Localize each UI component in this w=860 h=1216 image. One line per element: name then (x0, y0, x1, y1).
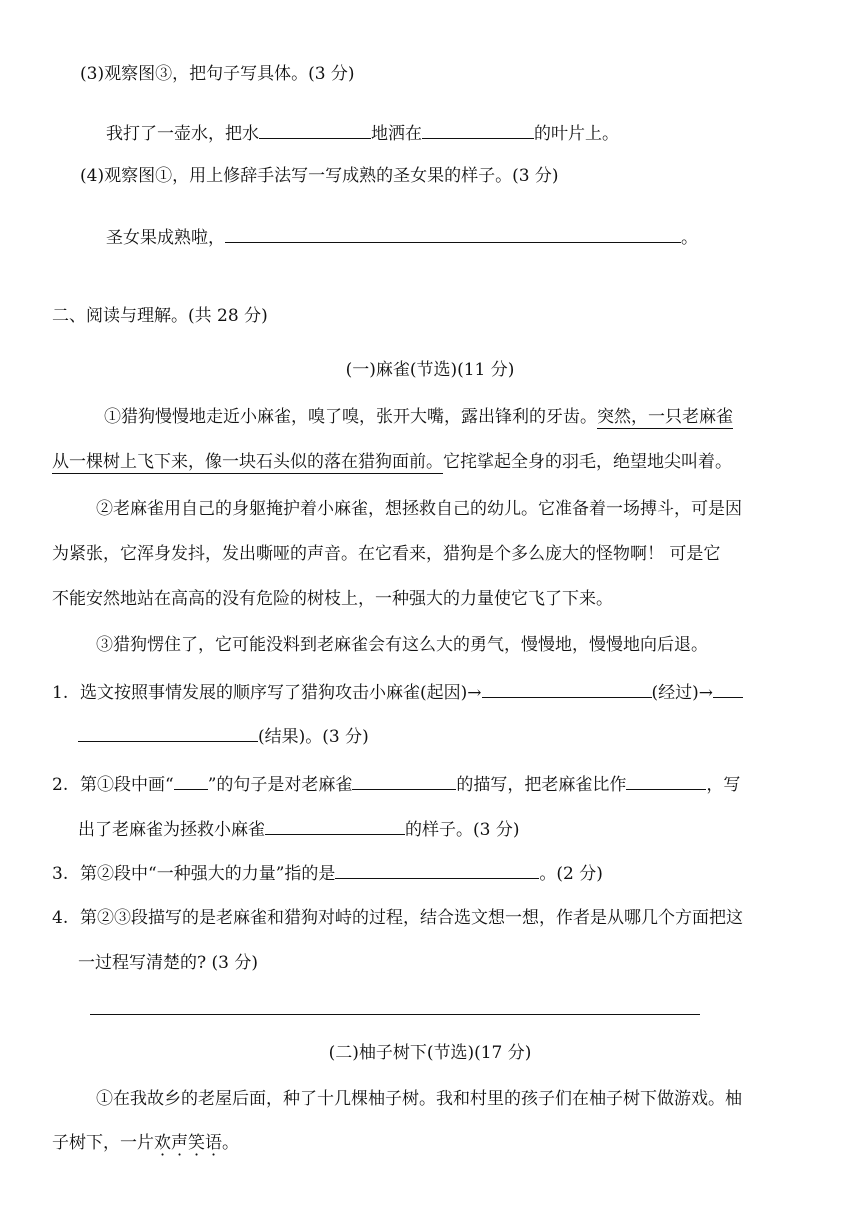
passage-2-para-1-line-2 (52, 1131, 239, 1155)
passage-1-para-3-line-1: ③猎狗愣住了，它可能没料到老麻雀会有这么大的勇气，慢慢地，慢慢地向后退。 (96, 635, 708, 655)
q2-blank-metaphor[interactable] (626, 771, 706, 790)
q1-text-c: (结果)。(3 分) (258, 727, 369, 747)
q4-sentence-start: 圣女果成熟啦， (106, 228, 225, 248)
q3-blank-2[interactable] (422, 120, 534, 139)
passage-1-para-1-line-2 (52, 450, 732, 474)
question-2-line-1 (52, 771, 740, 797)
q1-text-a: 选文按照事情发展的顺序写了猎狗攻击小麻雀(起因)→ (80, 683, 482, 703)
q4-blank[interactable] (225, 224, 681, 243)
q3-text-b: 。(2 分) (539, 864, 603, 884)
q1-blank-process[interactable] (482, 679, 652, 698)
q2-text-f: 的样子。(3 分) (405, 820, 520, 840)
question-1-line-1 (52, 679, 743, 705)
p1-underlined-sentence-part-2: 从一棵树上飞下来，像一块石头似的落在猎狗面前。 (52, 452, 443, 472)
q2-blank-manner[interactable] (265, 816, 405, 835)
p2-text-b: 。 (222, 1133, 239, 1153)
q1-text-b: (经过)→ (651, 683, 714, 703)
question-2-line-2 (78, 816, 519, 842)
question-4-label: (4)观察图①，用上修辞手法写一写成熟的圣女果的样子。(3 分) (80, 166, 559, 186)
passage-1-para-2-line-2: 为紧张，它浑身发抖，发出嘶哑的声音。在它看来，猎狗是个多么庞大的怪物啊！ 可是它 (52, 544, 721, 564)
q3-text-a: 第②段中“一种强大的力量”指的是 (80, 864, 336, 884)
passage-1-para-2-line-3: 不能安然地站在高高的没有危险的树枝上，一种强大的力量使它飞了下来。 (52, 589, 613, 609)
question-4-line-2: 一过程写清楚的? (3 分) (78, 953, 259, 973)
q2-number: 2. (52, 775, 69, 795)
q3-sentence-end: 的叶片上。 (534, 124, 619, 144)
section-2-heading: 二、阅读与理解。(共 28 分) (52, 306, 268, 326)
dotted-char-2: 声 (171, 1133, 188, 1153)
q3-blank-force[interactable] (335, 860, 539, 879)
p1-text-a: ①猎狗慢慢地走近小麻雀，嗅了嗅，张开大嘴，露出锋利的牙齿。 (104, 407, 597, 427)
dotted-char-1: 欢 (154, 1133, 171, 1153)
question-4-sentence (106, 224, 698, 250)
passage-1-para-1-line-1 (104, 405, 733, 429)
question-3-label: (3)观察图③，把句子写具体。(3 分) (80, 64, 355, 84)
p2-text-a: 子树下，一片 (52, 1133, 154, 1153)
q3-blank-1[interactable] (259, 120, 371, 139)
q1-blank-result-start[interactable] (713, 679, 743, 698)
q4-answer-line[interactable] (90, 1014, 700, 1015)
q2-underline-sample (174, 771, 208, 790)
q2-text-e: 出了老麻雀为拯救小麻雀 (78, 820, 265, 840)
q2-blank-description[interactable] (352, 771, 456, 790)
passage-1-para-2-line-1: ②老麻雀用自己的身躯掩护着小麻雀，想拯救自己的幼儿。它准备着一场搏斗，可是因 (96, 499, 742, 519)
p1-text-b: 它挓挲起全身的羽毛，绝望地尖叫着。 (443, 452, 732, 472)
q4-sentence-end: 。 (681, 228, 698, 248)
q3-sentence-mid: 地洒在 (371, 124, 422, 144)
question-3-line (52, 860, 603, 886)
q2-text-c: 的描写，把老麻雀比作 (456, 775, 627, 795)
q1-blank-result[interactable] (78, 723, 258, 742)
dotted-char-4: 语 (205, 1133, 222, 1153)
passage-2-title: (二)柚子树下(节选)(17 分) (328, 1043, 532, 1063)
q1-number: 1. (52, 683, 69, 703)
q2-text-d: ，写 (706, 775, 741, 795)
question-1-line-2 (78, 723, 369, 749)
q3-sentence-start: 我打了一壶水，把水 (106, 124, 259, 144)
dotted-char-3: 笑 (188, 1133, 205, 1153)
passage-2-para-1-line-1: ①在我故乡的老屋后面，种了十几棵柚子树。我和村里的孩子们在柚子树下做游戏。柚 (96, 1089, 742, 1109)
q4-text-a: 第②③段描写的是老麻雀和猎狗对峙的过程，结合选文想一想，作者是从哪几个方面把这 (80, 908, 743, 928)
q2-text-a: 第①段中画“ (80, 775, 174, 795)
q3-number: 3. (52, 864, 69, 884)
p1-underlined-sentence-part-1: 突然，一只老麻雀 (597, 407, 733, 427)
question-3-sentence (106, 120, 619, 146)
q4-number: 4. (52, 908, 69, 928)
question-4-line-1 (52, 906, 743, 930)
q2-text-b: ”的句子是对老麻雀 (207, 775, 353, 795)
passage-1-title: (一)麻雀(节选)(11 分) (345, 360, 515, 380)
